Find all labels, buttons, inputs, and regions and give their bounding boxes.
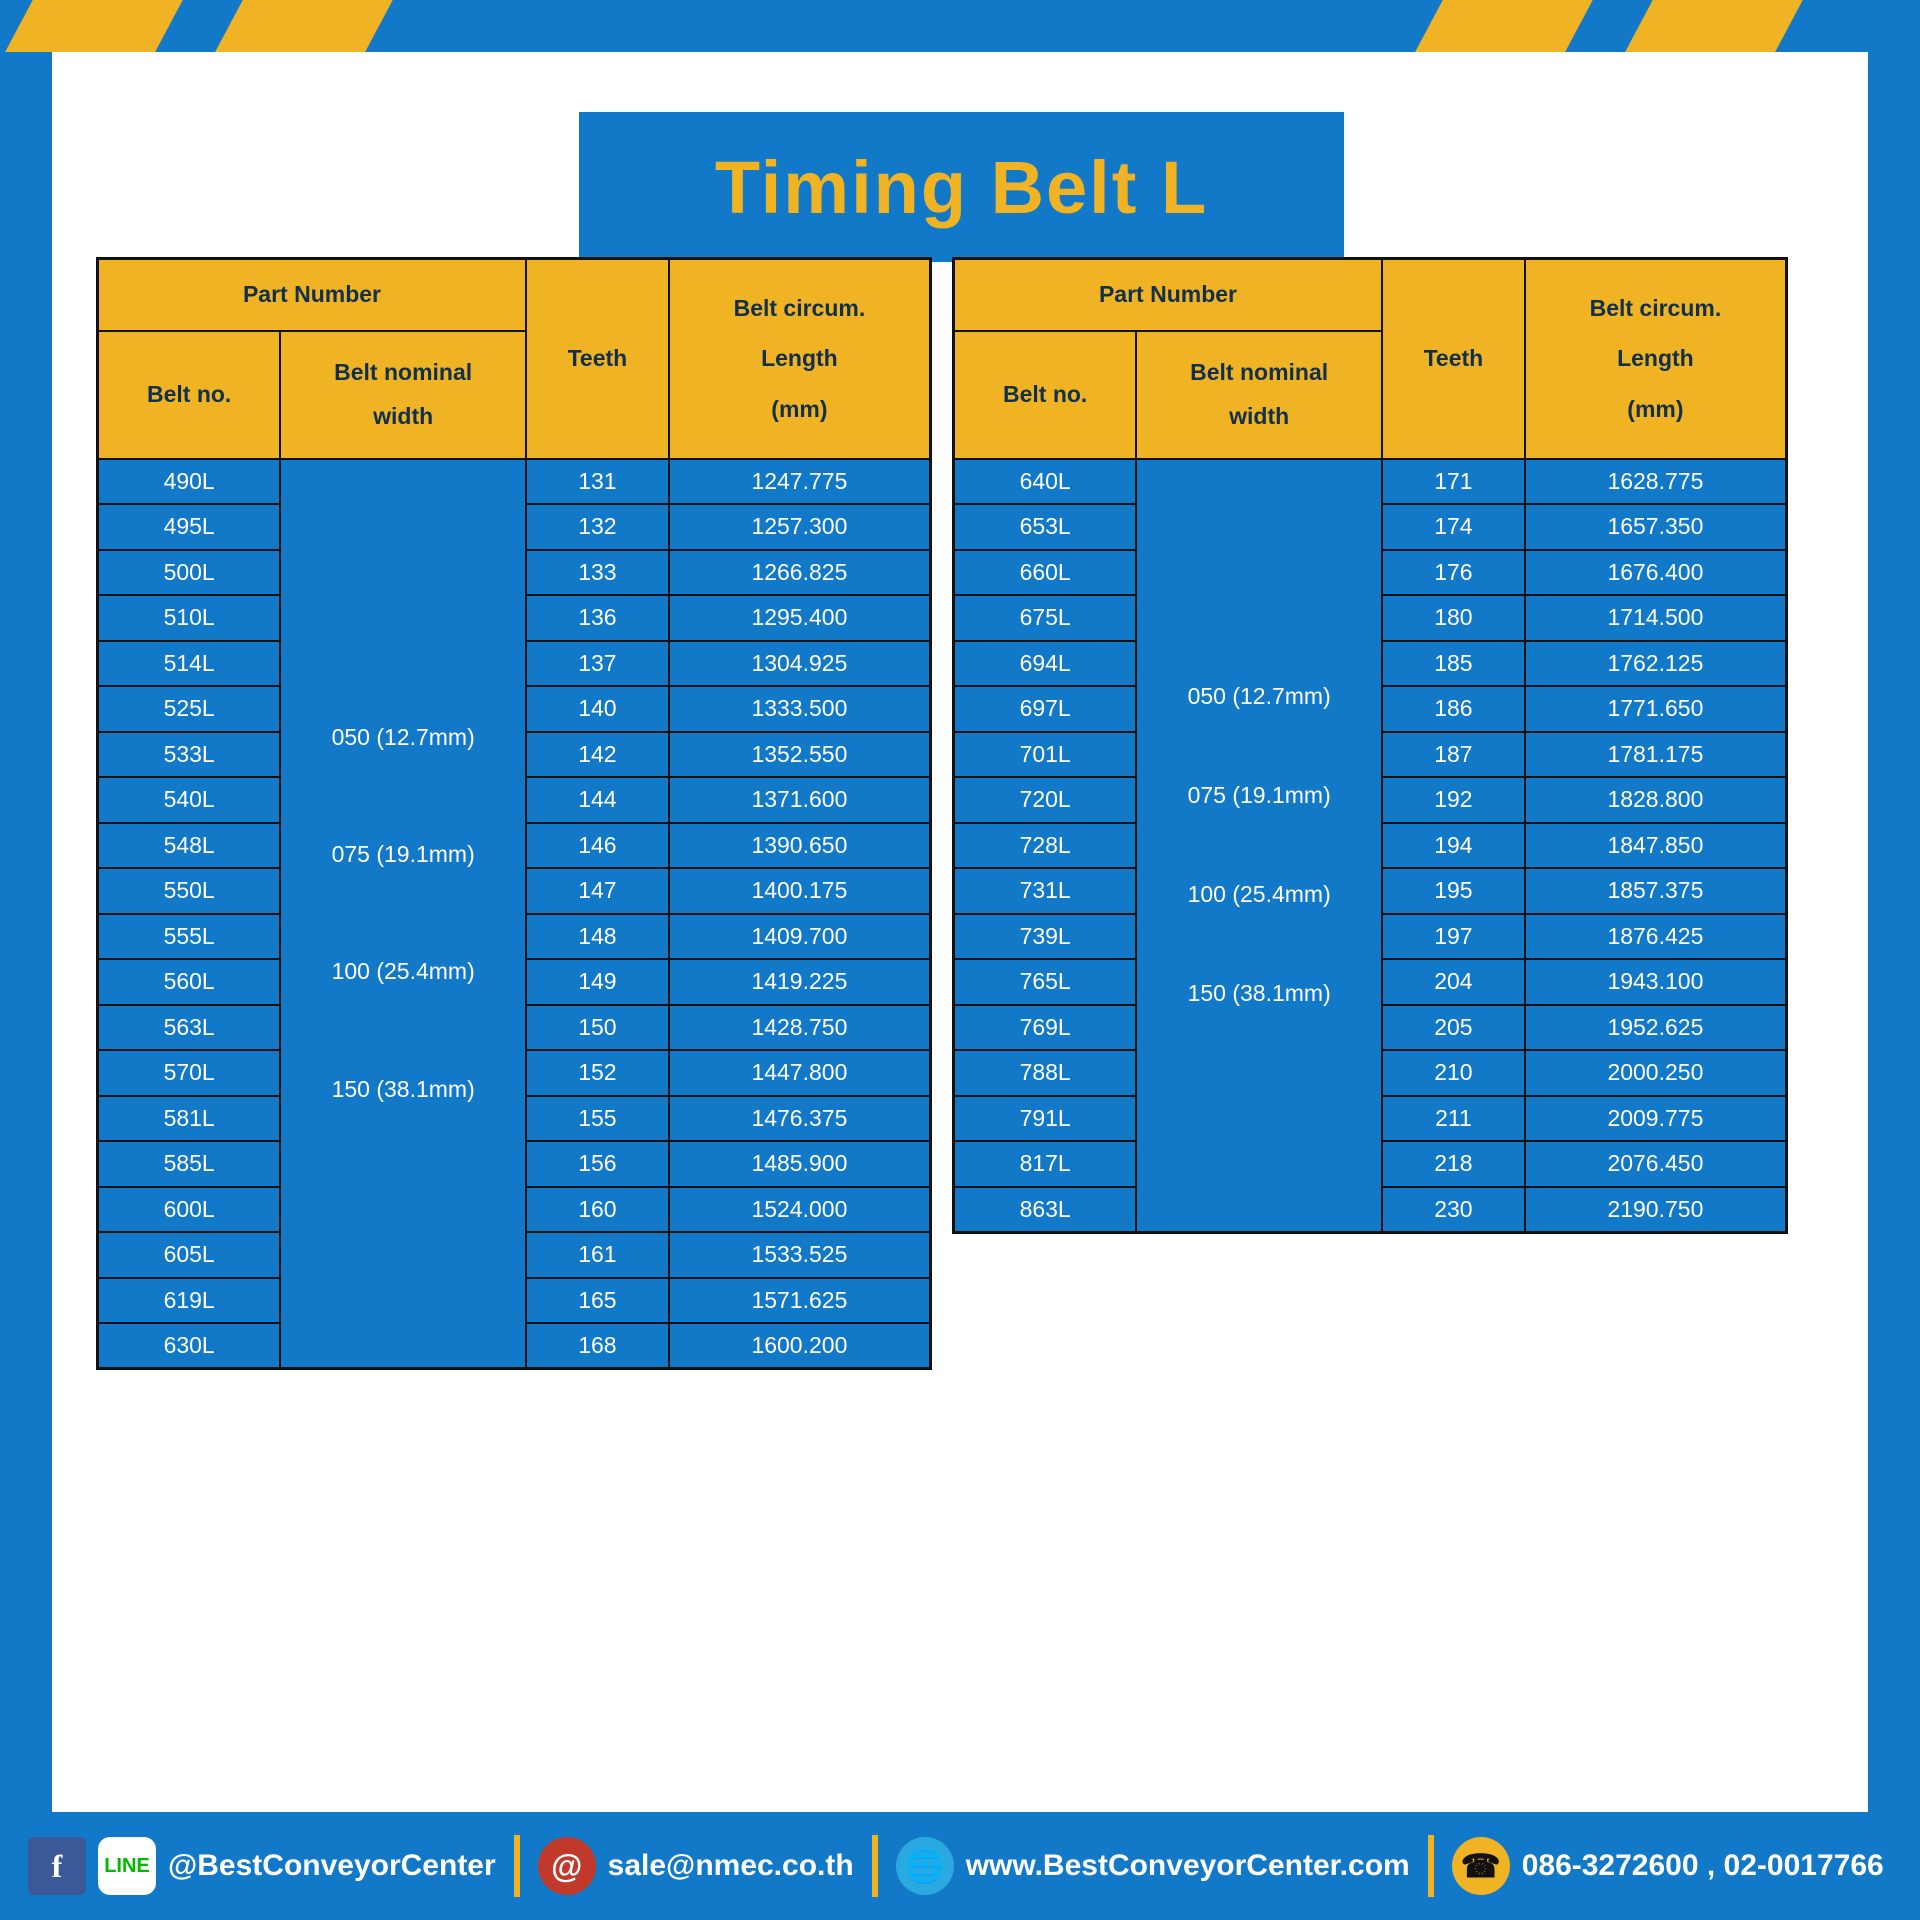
cell-teeth: 160: [526, 1187, 669, 1233]
cell-teeth: 192: [1382, 777, 1525, 823]
page-title: [579, 112, 1344, 262]
header-belt-circum: Belt circum.: [733, 294, 866, 321]
cell-belt-no: 514L: [98, 641, 281, 687]
cell-belt-no: 697L: [954, 686, 1137, 732]
width-100: 100 (25.4mm): [331, 958, 475, 985]
header-belt-no: Belt no.: [98, 331, 281, 459]
cell-length: 1657.350: [1525, 504, 1787, 550]
cell-belt-no: 675L: [954, 595, 1137, 641]
footer-divider: [872, 1835, 878, 1897]
cell-teeth: 205: [1382, 1005, 1525, 1051]
cell-length: 1676.400: [1525, 550, 1787, 596]
cell-length: 1771.650: [1525, 686, 1787, 732]
header-belt-nominal-width: Belt nominal width: [280, 331, 526, 459]
footer-phone[interactable]: [1452, 1812, 1884, 1920]
cell-length: 2009.775: [1525, 1096, 1787, 1142]
cell-belt-no: 791L: [954, 1096, 1137, 1142]
cell-length: 2000.250: [1525, 1050, 1787, 1096]
cell-belt-no: 533L: [98, 732, 281, 778]
cell-length: 1524.000: [669, 1187, 931, 1233]
cell-belt-no: 563L: [98, 1005, 281, 1051]
email-address[interactable]: sale@nmec.co.th: [607, 1849, 854, 1882]
cell-teeth: 211: [1382, 1096, 1525, 1142]
header-part-number: Part Number: [954, 259, 1382, 331]
cell-length: 1257.300: [669, 504, 931, 550]
cell-belt-no: 765L: [954, 959, 1137, 1005]
cell-belt-no: 600L: [98, 1187, 281, 1233]
cell-belt-no: 788L: [954, 1050, 1137, 1096]
cell-length: 1857.375: [1525, 868, 1787, 914]
website-url[interactable]: www.BestConveyorCenter.com: [965, 1849, 1410, 1882]
width-150: 150 (38.1mm): [1187, 979, 1331, 1006]
cell-teeth: 140: [526, 686, 669, 732]
header-length: Length: [761, 345, 838, 372]
cell-belt-no: 863L: [954, 1187, 1137, 1233]
timing-belt-table-right: [952, 257, 1788, 1234]
cell-length: 1476.375: [669, 1096, 931, 1142]
cell-belt-no: 510L: [98, 595, 281, 641]
cell-teeth: 195: [1382, 868, 1525, 914]
cell-teeth: 197: [1382, 914, 1525, 960]
cell-length: 1304.925: [669, 641, 931, 687]
cell-belt-no: 653L: [954, 504, 1137, 550]
phone-number[interactable]: 086-3272600 , 02-0017766: [1521, 1849, 1884, 1882]
header-belt-nominal-width: Belt nominal width: [1136, 331, 1382, 459]
cell-length: 1266.825: [669, 550, 931, 596]
cell-teeth: 180: [1382, 595, 1525, 641]
cell-teeth: 176: [1382, 550, 1525, 596]
cell-length: 1533.525: [669, 1232, 931, 1278]
cell-belt-no: 619L: [98, 1278, 281, 1324]
cell-teeth: 149: [526, 959, 669, 1005]
top-decorative-band: [0, 0, 1920, 52]
cell-teeth: 204: [1382, 959, 1525, 1005]
cell-belt-no: 560L: [98, 959, 281, 1005]
cell-teeth: 218: [1382, 1141, 1525, 1187]
width-075: 075 (19.1mm): [1187, 782, 1331, 809]
cell-length: 1847.850: [1525, 823, 1787, 869]
cell-belt-nominal-width: [1136, 459, 1382, 1233]
cell-length: 1943.100: [1525, 959, 1787, 1005]
cell-teeth: 187: [1382, 732, 1525, 778]
header-length: Length: [1617, 345, 1694, 372]
timing-belt-table-left: [96, 257, 932, 1370]
header-belt-no: Belt no.: [954, 331, 1137, 459]
facebook-handle[interactable]: @BestConveyorCenter: [168, 1849, 496, 1882]
table-header-row: [954, 259, 1787, 331]
cell-belt-no: 550L: [98, 868, 281, 914]
cell-belt-no: 495L: [98, 504, 281, 550]
cell-belt-no: 500L: [98, 550, 281, 596]
cell-belt-no: 694L: [954, 641, 1137, 687]
cell-belt-no: 570L: [98, 1050, 281, 1096]
cell-length: 1714.500: [1525, 595, 1787, 641]
cell-teeth: 155: [526, 1096, 669, 1142]
cell-length: 1952.625: [1525, 1005, 1787, 1051]
header-belt-circum-length: [1525, 259, 1787, 459]
cell-belt-no: 585L: [98, 1141, 281, 1187]
cell-length: 2190.750: [1525, 1187, 1787, 1233]
header-belt-circum-length: [669, 259, 931, 459]
table-row: [98, 459, 931, 505]
header-part-number: Part Number: [98, 259, 526, 331]
globe-icon[interactable]: 🌐: [896, 1837, 954, 1895]
cell-belt-nominal-width: [280, 459, 526, 1369]
footer-social[interactable]: [0, 1812, 496, 1920]
cell-teeth: 210: [1382, 1050, 1525, 1096]
header-teeth: Teeth: [1382, 259, 1525, 459]
width-150: 150 (38.1mm): [331, 1075, 475, 1102]
cell-belt-no: 490L: [98, 459, 281, 505]
cell-teeth: 148: [526, 914, 669, 960]
cell-belt-no: 739L: [954, 914, 1137, 960]
cell-belt-no: 640L: [954, 459, 1137, 505]
cell-teeth: 144: [526, 777, 669, 823]
facebook-icon[interactable]: f: [28, 1837, 86, 1895]
cell-length: 2076.450: [1525, 1141, 1787, 1187]
cell-belt-no: 630L: [98, 1323, 281, 1369]
header-belt-circum: Belt circum.: [1589, 294, 1722, 321]
cell-teeth: 132: [526, 504, 669, 550]
content-card: [52, 52, 1868, 1812]
footer-divider: [1428, 1835, 1434, 1897]
cell-teeth: 147: [526, 868, 669, 914]
cell-length: 1333.500: [669, 686, 931, 732]
cell-length: 1428.750: [669, 1005, 931, 1051]
table-header-row: [98, 259, 931, 331]
cell-belt-no: 581L: [98, 1096, 281, 1142]
cell-belt-no: 720L: [954, 777, 1137, 823]
cell-length: 1352.550: [669, 732, 931, 778]
footer-divider: [514, 1835, 520, 1897]
width-050: 050 (12.7mm): [1187, 683, 1331, 710]
cell-teeth: 137: [526, 641, 669, 687]
table-row: [954, 459, 1787, 505]
header-length-unit: (mm): [771, 396, 828, 423]
cell-length: 1600.200: [669, 1323, 931, 1369]
header-teeth: Teeth: [526, 259, 669, 459]
phone-icon[interactable]: ☎: [1452, 1837, 1510, 1895]
cell-teeth: 185: [1382, 641, 1525, 687]
line-icon[interactable]: LINE: [98, 1837, 156, 1895]
cell-teeth: 146: [526, 823, 669, 869]
cell-length: 1571.625: [669, 1278, 931, 1324]
cell-teeth: 186: [1382, 686, 1525, 732]
cell-length: 1762.125: [1525, 641, 1787, 687]
cell-length: 1295.400: [669, 595, 931, 641]
width-100: 100 (25.4mm): [1187, 881, 1331, 907]
cell-belt-no: 540L: [98, 777, 281, 823]
width-075: 075 (19.1mm): [331, 840, 475, 867]
cell-teeth: 136: [526, 595, 669, 641]
cell-belt-no: 605L: [98, 1232, 281, 1278]
cell-belt-no: 728L: [954, 823, 1137, 869]
mail-icon[interactable]: @: [538, 1837, 596, 1895]
cell-belt-no: 817L: [954, 1141, 1137, 1187]
cell-length: 1419.225: [669, 959, 931, 1005]
header-length-unit: (mm): [1627, 396, 1684, 423]
cell-teeth: 161: [526, 1232, 669, 1278]
contact-footer: [0, 1812, 1920, 1920]
cell-length: 1371.600: [669, 777, 931, 823]
cell-length: 1628.775: [1525, 459, 1787, 505]
cell-belt-no: 555L: [98, 914, 281, 960]
cell-length: 1447.800: [669, 1050, 931, 1096]
cell-teeth: 150: [526, 1005, 669, 1051]
cell-teeth: 194: [1382, 823, 1525, 869]
cell-length: 1400.175: [669, 868, 931, 914]
cell-teeth: 171: [1382, 459, 1525, 505]
footer-email[interactable]: [538, 1812, 854, 1920]
cell-belt-no: 660L: [954, 550, 1137, 596]
cell-teeth: 152: [526, 1050, 669, 1096]
footer-website[interactable]: [896, 1812, 1410, 1920]
cell-length: 1828.800: [1525, 777, 1787, 823]
cell-belt-no: 701L: [954, 732, 1137, 778]
cell-length: 1485.900: [669, 1141, 931, 1187]
cell-length: 1247.775: [669, 459, 931, 505]
chevron-shape: [1415, 0, 1595, 52]
cell-length: 1876.425: [1525, 914, 1787, 960]
page-title-text: Timing Belt L: [714, 145, 1209, 229]
cell-teeth: 133: [526, 550, 669, 596]
cell-length: 1409.700: [669, 914, 931, 960]
cell-belt-no: 769L: [954, 1005, 1137, 1051]
cell-length: 1390.650: [669, 823, 931, 869]
cell-teeth: 168: [526, 1323, 669, 1369]
chevron-shape: [1625, 0, 1805, 52]
cell-belt-no: 548L: [98, 823, 281, 869]
cell-teeth: 174: [1382, 504, 1525, 550]
cell-teeth: 165: [526, 1278, 669, 1324]
cell-teeth: 230: [1382, 1187, 1525, 1233]
cell-teeth: 142: [526, 732, 669, 778]
cell-teeth: 131: [526, 459, 669, 505]
cell-belt-no: 731L: [954, 868, 1137, 914]
chevron-shape: [5, 0, 185, 52]
chevron-shape: [215, 0, 395, 52]
width-050: 050 (12.7mm): [331, 723, 475, 750]
cell-teeth: 156: [526, 1141, 669, 1187]
cell-belt-no: 525L: [98, 686, 281, 732]
cell-length: 1781.175: [1525, 732, 1787, 778]
